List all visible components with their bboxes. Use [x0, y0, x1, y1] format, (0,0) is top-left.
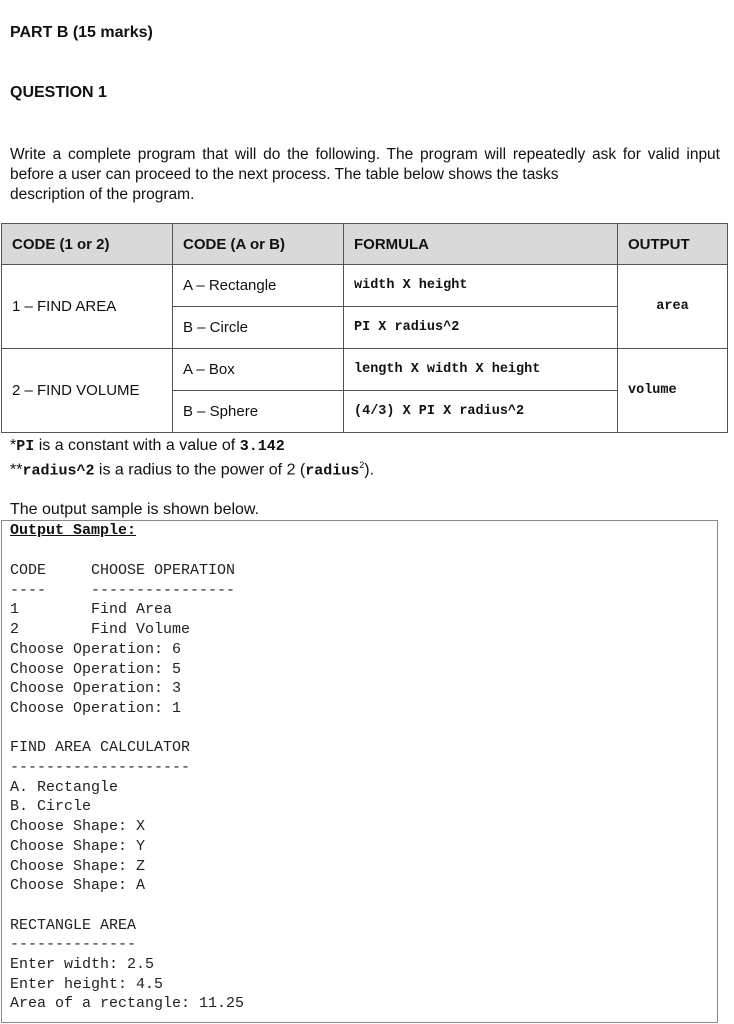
console-line: Choose Operation: 6 [10, 640, 182, 658]
console-line: Choose Operation: 5 [10, 660, 182, 678]
pi-note [10, 437, 285, 455]
console-line: -------------------- [10, 759, 191, 777]
console-line: 1 Find Area [10, 601, 173, 619]
pi-note-value: 3.142 [239, 438, 285, 455]
formula-cell: width X height [344, 265, 618, 307]
header-code-1-or-2: CODE (1 or 2) [2, 224, 173, 265]
radius-note-sup: 2 [359, 460, 365, 470]
table-row [2, 349, 728, 391]
console-line: Enter height: 4.5 [10, 975, 164, 993]
console-line: Choose Operation: 3 [10, 680, 182, 698]
console-line: Choose Shape: X [10, 818, 146, 836]
console-line [10, 896, 244, 916]
console-line: ---- ---------------- [10, 581, 236, 599]
radius-note-power: 2 [286, 461, 296, 479]
console-line: Enter width: 2.5 [10, 956, 155, 974]
subcode-cell: A – Rectangle [173, 265, 344, 307]
console-line: 2 Find Volume [10, 621, 191, 639]
console-line: A. Rectangle [10, 778, 119, 796]
output-sample-box [1, 520, 718, 1023]
radius-note-paren-close: ). [364, 461, 375, 479]
console-line: CODE CHOOSE OPERATION [10, 562, 236, 579]
table-header-row [2, 224, 728, 265]
output-intro: The output sample is shown below. [10, 501, 260, 518]
question-description [10, 145, 720, 205]
radius-note-code: radius^2 [22, 462, 95, 480]
console-line: B. Circle [10, 798, 92, 816]
header-code-a-or-b: CODE (A or B) [173, 224, 344, 265]
console-output [10, 561, 244, 1014]
console-line [10, 719, 244, 739]
pi-note-text: is a constant with a value of [34, 437, 240, 454]
subcode-cell: B – Circle [173, 307, 344, 349]
output-sample-title: Output Sample: [10, 522, 137, 539]
table-row [2, 265, 728, 307]
header-output: OUTPUT [618, 224, 728, 265]
radius-note-word: radius [305, 462, 360, 480]
formula-cell: PI X radius^2 [344, 307, 618, 349]
console-line: Choose Operation: 1 [10, 699, 182, 717]
formula-cell: (4/3) X PI X radius^2 [344, 391, 618, 433]
header-formula: FORMULA [344, 224, 618, 265]
description-last-line: description of the program. [10, 186, 195, 203]
description-text: Write a complete program that will do the following. The program will repeatedly ask for valid input before a user can proceed to the next process. The table below shows the tasks [10, 146, 720, 183]
console-line: FIND AREA CALCULATOR [10, 739, 191, 757]
pi-note-prefix: * [10, 437, 17, 454]
radius-note [10, 460, 374, 479]
radius-note-paren-open: ( [295, 461, 306, 479]
console-line: Choose Shape: Y [10, 837, 146, 855]
question-title: QUESTION 1 [10, 84, 107, 101]
radius-note-prefix: ** [10, 461, 23, 479]
console-line: Choose Shape: Z [10, 857, 146, 875]
output-cell: area [618, 265, 728, 349]
console-line: Area of a rectangle: 11.25 [10, 995, 245, 1013]
console-line: RECTANGLE AREA [10, 916, 137, 934]
console-line: -------------- [10, 936, 137, 954]
part-title: PART B (15 marks) [10, 24, 153, 41]
code-cell: 1 – FIND AREA [2, 265, 173, 349]
output-cell: volume [618, 349, 728, 433]
subcode-cell: A – Box [173, 349, 344, 391]
code-cell: 2 – FIND VOLUME [2, 349, 173, 433]
radius-note-text: is a radius to the power of [94, 461, 287, 479]
subcode-cell: B – Sphere [173, 391, 344, 433]
console-line: Choose Shape: A [10, 877, 146, 895]
pi-note-code: PI [16, 438, 35, 455]
task-table [1, 223, 728, 433]
formula-cell: length X width X height [344, 349, 618, 391]
